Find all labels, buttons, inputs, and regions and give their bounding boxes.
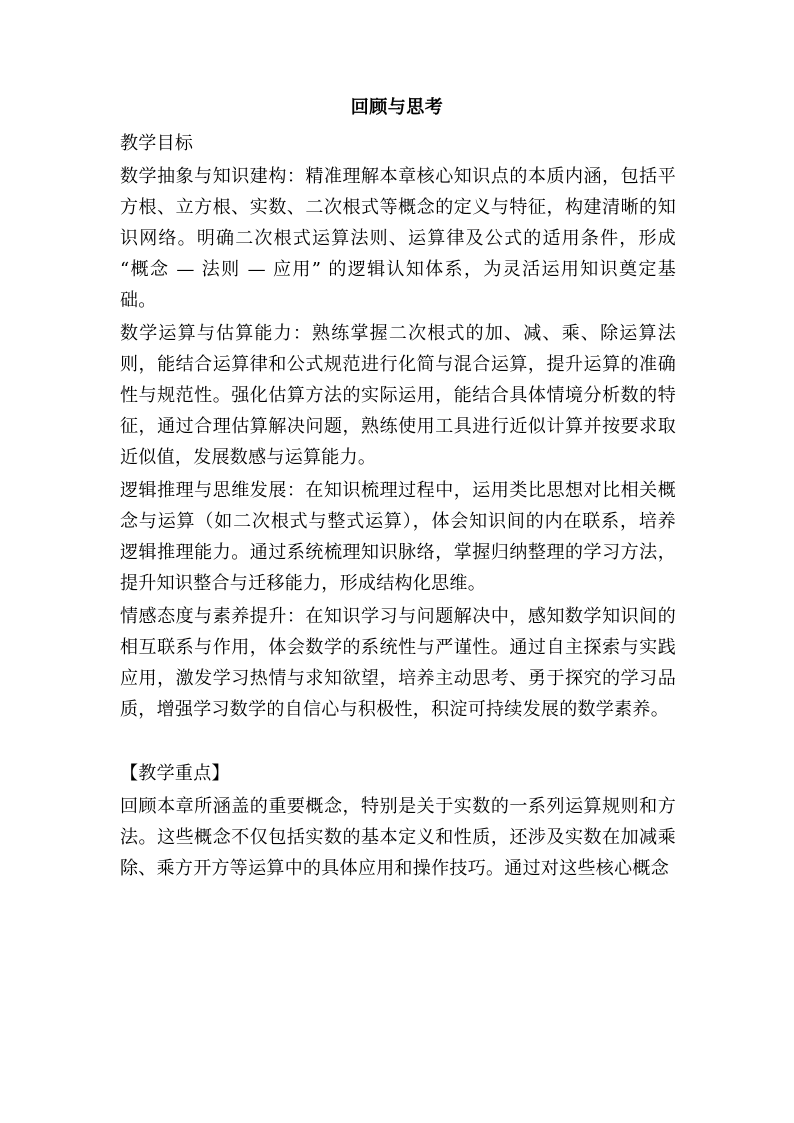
objectives-heading: 教学目标 — [120, 133, 194, 154]
objective-text: 在知识学习与问题解决中，感知数学知识间的相互联系与作用，体会数学的系统性与严谨性。通过自主探索与实践应用，激发学习热情与求知欲望，培养主动思考、勇于探究的学习品质，增强学习数学的自信心与积极性，积淀可持续发展的数学素养。 — [120, 606, 677, 720]
objective-text: 精准理解本章核心知识点的本质内涵，包括平方根、立方根、实数、二次根式等概念的定义与特征，构建清晰的知识网络。明确二次根式运算法则、运算律及公式的适用条件，形成 “概念 — 法则 — 应用” 的逻辑认知体系，为灵活运用知识奠定基础。 — [120, 166, 677, 311]
page-title: 回顾与思考 — [350, 97, 444, 118]
key-points-heading: 【教学重点】 — [120, 763, 230, 784]
document-body — [120, 128, 676, 886]
objective-paragraph-2 — [120, 318, 676, 473]
objective-text: 熟练掌握二次根式的加、减、乘、除运算法则，能结合运算律和公式规范进行化简与混合运算，提升运算的准确性与规范性。强化估算方法的实际运用，能结合具体情境分析数的特征，通过合理估算解决问题，熟练使用工具进行近似计算并按要求取近似值，发展数感与运算能力。 — [120, 323, 677, 468]
objective-label: 逻辑推理与思维发展： — [120, 480, 306, 501]
objective-label: 情感态度与素养提升： — [120, 606, 306, 627]
objective-paragraph-1 — [120, 161, 676, 316]
key-points-paragraph: 回顾本章所涵盖的重要概念，特别是关于实数的一系列运算规则和方法。这些概念不仅包括实数的基本定义和性质，还涉及实数在加减乘除、乘方开方等运算中的具体应用和操作技巧。通过对这些核心概念 — [120, 796, 676, 879]
objective-text: 在知识梳理过程中，运用类比思想对比相关概念与运算（如二次根式与整式运算），体会知识间的内在联系，培养逻辑推理能力。通过系统梳理知识脉络，掌握归纳整理的学习方法，提升知识整合与迁移能力，形成结构化思维。 — [120, 480, 677, 594]
objective-paragraph-4 — [120, 601, 676, 725]
objective-label: 数学抽象与知识建构： — [120, 166, 306, 187]
blank-line — [120, 727, 676, 758]
objective-label: 数学运算与估算能力： — [120, 323, 313, 344]
objective-paragraph-3 — [120, 475, 676, 599]
